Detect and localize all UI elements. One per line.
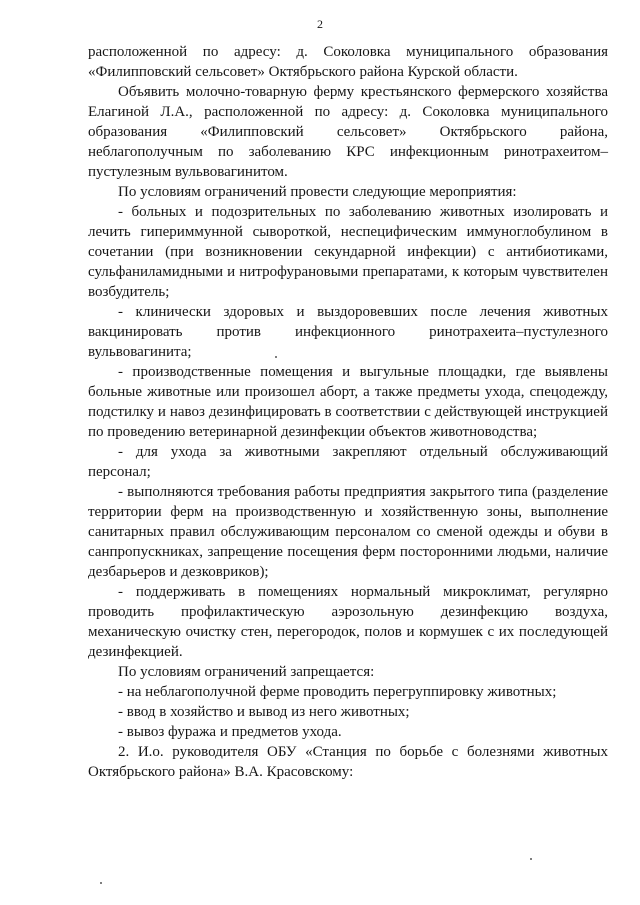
list-item: - производственные помещения и выгульные площадки, где выявлены больные животные или произошел аборт, а также предметы ухода, спецодежду, подстилку и навоз дезинфицировать в соответствии с действующей инструкцией по проведению ветеринарной дезинфекции объектов животноводства; [88, 364, 608, 440]
list-item: - больных и подозрительных по заболеванию животных изолировать и лечить гипериммунной сывороткой, неспецифическим иммуноглобулином в сочетании (при возникновении секундарной инфекции) с антибиотиками, сульфаниламидными и нитрофурановыми препаратами, к которым чувствителен возбудитель; [88, 204, 608, 300]
list-item: - клинически здоровых и выздоровевших после лечения животных вакцинировать против инфекционного ринотрахеита–пустулезного вульвовагинита; [88, 304, 608, 360]
list-item: - выполняются требования работы предприятия закрытого типа (разделение территории ферм на производственную и хозяйственную зоны, выполнение санитарных правил обслуживающим персоналом со сменой одежды и обуви в санпропускниках, запрещение посещения ферм посторонними людьми, наличие дезбарьеров и дезковриков); [88, 484, 608, 580]
paragraph: 2. И.о. руководителя ОБУ «Станция по борьбе с болезнями животных Октябрьского района» В.А. Красовскому: [88, 744, 608, 780]
scan-speck [275, 356, 277, 358]
paragraph: расположенной по адресу: д. Соколовка муниципального образования «Филипповский сельсовет» Октябрьского района Курской области. [88, 44, 608, 80]
page-number: 2 [317, 17, 323, 31]
list-item: - вывоз фуража и предметов ухода. [118, 724, 342, 740]
scan-speck [100, 882, 102, 884]
list-item: - на неблагополучной ферме проводить перегруппировку животных; [118, 684, 557, 700]
document-body [88, 42, 608, 782]
list-item: - поддерживать в помещениях нормальный микроклимат, регулярно проводить профилактическую аэрозольную дезинфекцию воздуха, механическую очистку стен, перегородок, полов и кормушек с их последующей дезинфекцией. [88, 584, 608, 660]
paragraph: По условиям ограничений провести следующие мероприятия: [118, 184, 517, 200]
list-item: - ввод в хозяйство и вывод из него животных; [118, 704, 410, 720]
paragraph: По условиям ограничений запрещается: [118, 664, 375, 680]
list-item: - для ухода за животными закрепляют отдельный обслуживающий персонал; [88, 444, 608, 480]
scan-speck [530, 858, 532, 860]
paragraph: Объявить молочно-товарную ферму крестьянского фермерского хозяйства Елагиной Л.А., расположенной по адресу: д. Соколовка муниципального образования «Филипповский сельсовет» Октябрьского района, неблагополучным по заболеванию КРС инфекционным ринотрахеитом–пустулезным вульвовагинитом. [88, 84, 608, 180]
